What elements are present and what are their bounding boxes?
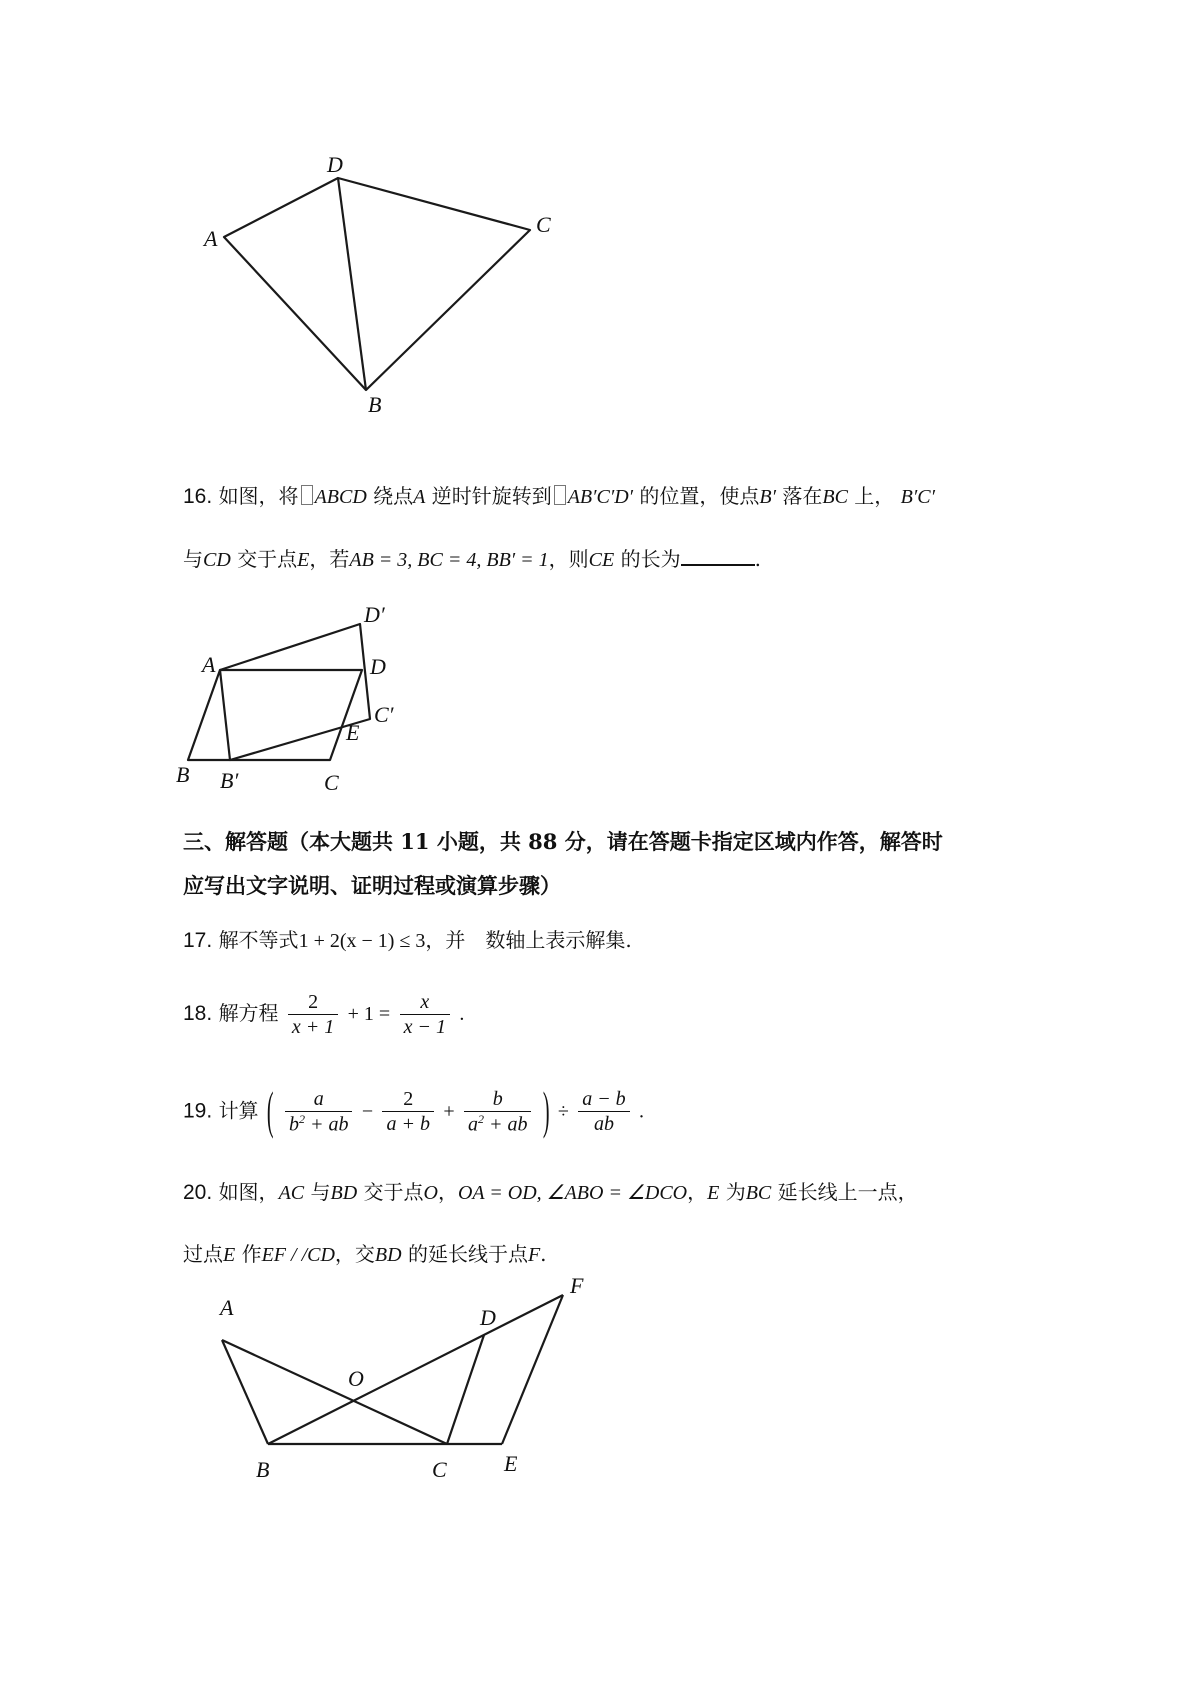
q16-text: 的长为 (620, 547, 681, 571)
q16-text: 绕点 (373, 484, 414, 508)
q20-text: ， (687, 1180, 708, 1204)
q20-math: O (423, 1182, 438, 1204)
q20-text: . (540, 1242, 547, 1266)
q16-text: 交于点 (237, 547, 298, 571)
q20-math: BC (745, 1182, 772, 1204)
q16-line1 (183, 484, 935, 509)
numerator: a − b (578, 1087, 630, 1112)
q19-number: 19. (183, 1099, 213, 1123)
q16-text: . (754, 547, 761, 571)
q16-line2 (183, 546, 761, 572)
q18-operator: + 1 = (347, 1003, 391, 1025)
figure-quadrilateral-abcd (190, 152, 590, 450)
q18-number: 18. (183, 1002, 213, 1025)
q16-math: CD (203, 549, 231, 571)
label-e: E (504, 1451, 518, 1476)
label-e: E (346, 720, 360, 745)
q18-end: . (459, 1003, 465, 1025)
q18-fraction-2 (400, 990, 450, 1039)
q17-number: 17. (183, 929, 213, 952)
section-3-heading-line2: 应写出文字说明、证明过程或演算步骤） (183, 873, 561, 898)
denominator: ab (593, 1113, 614, 1136)
section-3-heading-line1: 三、解答题（本大题共 11 小题，共 88 分，请在答题卡指定区域内作答，解答时 (183, 829, 943, 854)
q17-inequality: 1 + 2(x − 1) ≤ 3 (298, 930, 426, 952)
q17-text: ，并 数轴上表示解集. (425, 928, 632, 952)
q19-operator: − (361, 1100, 374, 1123)
q18-fraction-1 (288, 990, 338, 1039)
label-d: D (370, 654, 386, 679)
answer-blank (681, 546, 755, 566)
q20-number: 20. (183, 1181, 213, 1204)
numerator: a (285, 1087, 353, 1112)
q19-operator: ÷ (557, 1100, 569, 1123)
q16-text: ，则 (548, 547, 589, 571)
segment-ac (222, 1340, 447, 1444)
denominator: x − 1 (403, 1016, 446, 1038)
quadrilateral-abcd (224, 178, 530, 390)
q19 (183, 1083, 645, 1141)
q20-line1 (183, 1180, 918, 1205)
parallelogram-symbol (301, 485, 313, 505)
numerator: 2 (382, 1087, 434, 1112)
right-paren: ) (542, 1083, 550, 1141)
numerator: b (464, 1087, 532, 1112)
label-d-prime: D′ (364, 602, 385, 627)
base: b (288, 1113, 299, 1136)
q20-text: 过点 (183, 1242, 223, 1266)
q20-math: E (223, 1244, 236, 1266)
segment-bf (268, 1295, 563, 1444)
q19-text: 计算 (218, 1098, 259, 1123)
q19-fraction-4 (578, 1087, 630, 1136)
numerator: x (400, 990, 450, 1015)
q19-end: . (639, 1100, 645, 1123)
left-paren: ( (266, 1083, 274, 1141)
label-a: A (204, 226, 218, 251)
q16-text: 上， (854, 484, 895, 508)
q16-math: BC (822, 486, 848, 508)
term: + ab (488, 1113, 528, 1136)
q17 (183, 928, 632, 953)
q16-text: ，若 (309, 547, 350, 571)
q16-math: ABCD (314, 486, 367, 508)
figure-triangles-oe-f (200, 1275, 600, 1495)
label-c: C (324, 770, 339, 795)
denominator (285, 1112, 353, 1137)
denominator (464, 1112, 532, 1137)
q16-math: E (297, 549, 310, 571)
label-b: B (176, 762, 190, 787)
q20-line2 (183, 1242, 547, 1267)
segment-ab (222, 1340, 268, 1444)
label-c: C (536, 212, 551, 237)
q17-text: 解不等式 (218, 928, 299, 952)
q20-text: 如图， (218, 1180, 279, 1204)
q20-math: BD (374, 1244, 402, 1266)
q18-text: 解方程 (218, 1001, 279, 1025)
q16-math: A (413, 486, 426, 508)
q20-math: BD (330, 1182, 358, 1204)
term: + ab (309, 1113, 349, 1136)
q20-text: ，交 (334, 1242, 375, 1266)
q16-math: B′ (759, 486, 777, 508)
q16-text: 的位置，使点 (639, 484, 760, 508)
base: a (467, 1113, 478, 1136)
q20-math: F (527, 1244, 541, 1266)
label-b-prime: B′ (220, 768, 239, 793)
q20-text: 作 (241, 1242, 262, 1266)
q16-math: AB′C′D′ (567, 486, 634, 508)
exponent: 2 (298, 1112, 305, 1126)
denominator: a + b (386, 1113, 430, 1136)
q16-number: 16. (183, 485, 213, 508)
label-o: O (348, 1366, 364, 1391)
label-d: D (480, 1305, 496, 1330)
diagonal-db (338, 178, 366, 390)
q16-text: 与 (183, 547, 203, 571)
q16-text: 如图，将 (218, 484, 299, 508)
label-b: B (368, 392, 382, 417)
q16-math: B′C′ (900, 486, 935, 508)
q20-text: 的延长线于点 (407, 1242, 528, 1266)
label-a: A (202, 652, 216, 677)
q20-math: OA = OD, ∠ABO = ∠DCO (457, 1182, 688, 1204)
q16-math: AB = 3, BC = 4, BB′ = 1 (349, 549, 549, 571)
q20-text: 交于点 (363, 1180, 424, 1204)
q19-fraction-1 (285, 1087, 353, 1137)
figure-rotated-parallelogram (176, 602, 440, 802)
denominator: x + 1 (291, 1016, 335, 1038)
label-c: C (432, 1457, 447, 1482)
q20-text: 延长线上一点， (777, 1180, 918, 1204)
label-c-prime: C′ (374, 702, 394, 727)
q20-text: ， (437, 1180, 458, 1204)
q20-math: EF / /CD (261, 1244, 335, 1266)
q20-math: AC (278, 1182, 305, 1204)
label-b: B (256, 1457, 270, 1482)
exponent: 2 (477, 1112, 484, 1126)
q19-fraction-2 (382, 1087, 434, 1136)
q20-math: E (707, 1182, 720, 1204)
parallelogram-symbol (554, 485, 566, 505)
q20-text: 与 (310, 1180, 331, 1204)
q16-math: CE (588, 549, 615, 571)
label-f: F (570, 1273, 584, 1298)
q16-text: 落在 (782, 484, 823, 508)
q19-fraction-3 (464, 1087, 532, 1137)
q18 (183, 990, 464, 1039)
numerator: 2 (288, 990, 338, 1015)
q16-text: 逆时针旋转到 (431, 484, 552, 508)
label-d: D (327, 152, 343, 177)
segment-ef (502, 1295, 563, 1444)
q19-operator: + (443, 1100, 455, 1123)
q20-text: 为 (725, 1180, 746, 1204)
label-a: A (220, 1295, 234, 1320)
